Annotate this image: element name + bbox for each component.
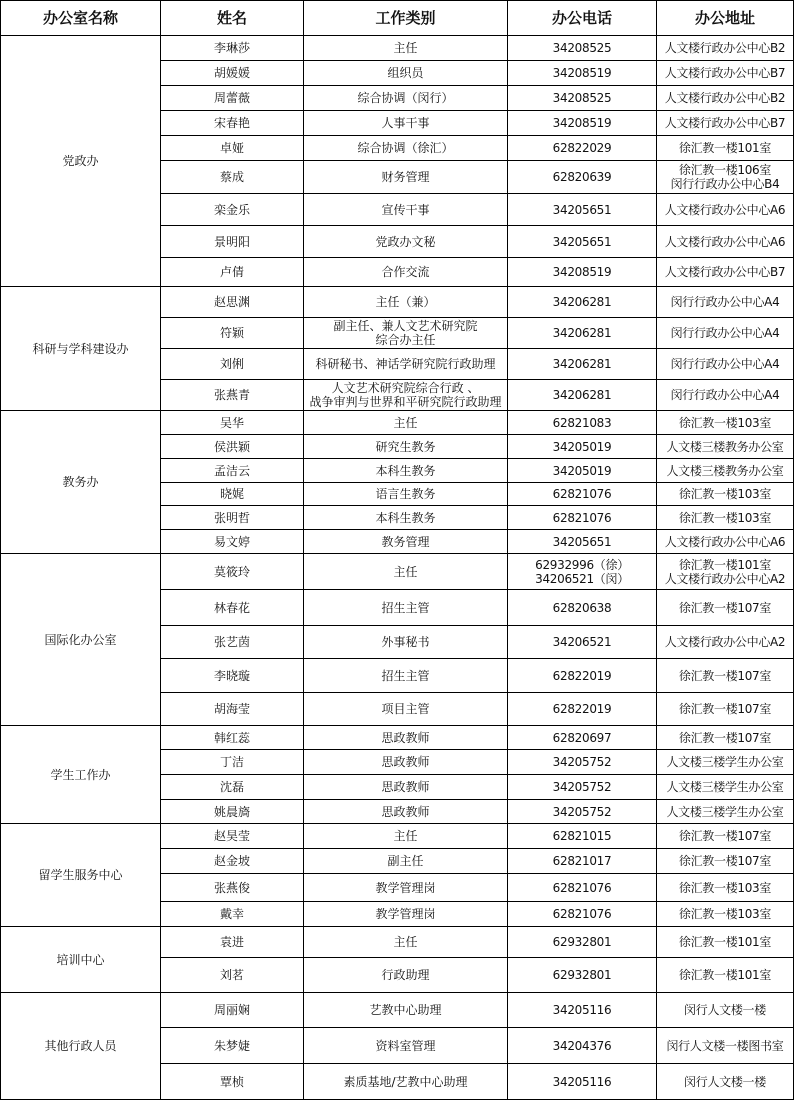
staff-name: 刘俐 <box>161 349 304 380</box>
office-phone: 62820697 <box>508 726 657 750</box>
job-category: 副主任 <box>304 849 508 874</box>
staff-name: 胡媛媛 <box>161 61 304 86</box>
department-name: 培训中心 <box>1 927 161 993</box>
job-category: 研究生教务 <box>304 435 508 459</box>
header-office-phone: 办公电话 <box>508 1 657 36</box>
staff-name: 胡海莹 <box>161 693 304 726</box>
staff-name: 景明阳 <box>161 226 304 258</box>
office-phone: 34206521 <box>508 626 657 659</box>
staff-name: 韩红蕊 <box>161 726 304 750</box>
office-address: 人文楼行政办公中心B7 <box>657 111 794 136</box>
office-phone: 34205651 <box>508 530 657 554</box>
office-address: 徐汇教一楼103室 <box>657 411 794 435</box>
job-category: 主任 <box>304 36 508 61</box>
staff-name: 林春花 <box>161 590 304 626</box>
table-row <box>1 36 794 61</box>
department-name: 留学生服务中心 <box>1 824 161 927</box>
department-name: 其他行政人员 <box>1 993 161 1100</box>
office-phone: 34205019 <box>508 459 657 483</box>
office-address: 人文楼三楼教务办公室 <box>657 435 794 459</box>
job-category: 资料室管理 <box>304 1028 508 1064</box>
staff-name: 周蕾薇 <box>161 86 304 111</box>
table-row <box>1 726 794 750</box>
job-category: 科研秘书、神话学研究院行政助理 <box>304 349 508 380</box>
staff-name: 张燕俊 <box>161 874 304 902</box>
job-category: 艺教中心助理 <box>304 993 508 1028</box>
office-address: 徐汇教一楼103室 <box>657 902 794 927</box>
job-category: 财务管理 <box>304 161 508 194</box>
table-row <box>1 554 794 590</box>
department-name: 国际化办公室 <box>1 554 161 726</box>
office-address: 闵行行政办公中心A4 <box>657 287 794 318</box>
staff-name: 张明哲 <box>161 506 304 530</box>
job-category: 招生主管 <box>304 590 508 626</box>
job-category: 党政办文秘 <box>304 226 508 258</box>
office-address: 徐汇教一楼103室 <box>657 483 794 506</box>
staff-name: 侯洪颖 <box>161 435 304 459</box>
job-category: 思政教师 <box>304 750 508 775</box>
office-address: 闵行人文楼一楼 <box>657 993 794 1028</box>
job-category: 教学管理岗 <box>304 874 508 902</box>
office-phone: 34206281 <box>508 318 657 349</box>
office-phone: 34205651 <box>508 226 657 258</box>
office-phone: 34208525 <box>508 36 657 61</box>
office-phone: 34205116 <box>508 1064 657 1100</box>
staff-name: 姚晨旖 <box>161 800 304 824</box>
office-phone: 34206281 <box>508 380 657 411</box>
office-address: 徐汇教一楼107室 <box>657 726 794 750</box>
staff-name: 卢倩 <box>161 258 304 287</box>
staff-name: 蔡成 <box>161 161 304 194</box>
office-address: 人文楼行政办公中心A6 <box>657 226 794 258</box>
office-phone: 34205019 <box>508 435 657 459</box>
office-address: 徐汇教一楼103室 <box>657 874 794 902</box>
job-category: 合作交流 <box>304 258 508 287</box>
job-category: 主任 <box>304 824 508 849</box>
office-phone: 62932801 <box>508 927 657 958</box>
job-category: 主任 <box>304 927 508 958</box>
job-category: 招生主管 <box>304 659 508 693</box>
job-category: 主任（兼） <box>304 287 508 318</box>
staff-name: 符颖 <box>161 318 304 349</box>
office-address: 人文楼三楼学生办公室 <box>657 750 794 775</box>
office-address: 人文楼三楼学生办公室 <box>657 775 794 800</box>
table-body <box>1 36 794 1100</box>
office-address: 闵行人文楼一楼图书室 <box>657 1028 794 1064</box>
office-address: 徐汇教一楼107室 <box>657 693 794 726</box>
office-phone: 34208519 <box>508 111 657 136</box>
staff-name: 李琳莎 <box>161 36 304 61</box>
job-category: 思政教师 <box>304 800 508 824</box>
table-row <box>1 824 794 849</box>
office-address: 人文楼行政办公中心A6 <box>657 530 794 554</box>
office-phone: 34204376 <box>508 1028 657 1064</box>
job-category: 思政教师 <box>304 775 508 800</box>
office-phone: 62822019 <box>508 693 657 726</box>
office-phone: 34205752 <box>508 775 657 800</box>
department-name: 教务办 <box>1 411 161 554</box>
office-address: 徐汇教一楼103室 <box>657 506 794 530</box>
staff-name: 袁进 <box>161 927 304 958</box>
staff-name: 莫筱玲 <box>161 554 304 590</box>
office-phone: 62822029 <box>508 136 657 161</box>
office-address: 人文楼行政办公中心A2 <box>657 626 794 659</box>
table-row <box>1 287 794 318</box>
staff-name: 张燕青 <box>161 380 304 411</box>
staff-name: 栾金乐 <box>161 194 304 226</box>
staff-name: 晓娓 <box>161 483 304 506</box>
staff-name: 朱梦婕 <box>161 1028 304 1064</box>
office-phone: 34205116 <box>508 993 657 1028</box>
job-category: 本科生教务 <box>304 506 508 530</box>
staff-name: 覃桢 <box>161 1064 304 1100</box>
office-phone: 62821076 <box>508 506 657 530</box>
department-name: 学生工作办 <box>1 726 161 824</box>
office-address: 人文楼行政办公中心B7 <box>657 61 794 86</box>
job-category: 宣传干事 <box>304 194 508 226</box>
job-category: 思政教师 <box>304 726 508 750</box>
office-address: 徐汇教一楼101室 人文楼行政办公中心A2 <box>657 554 794 590</box>
staff-name: 易文婷 <box>161 530 304 554</box>
staff-name: 卓娅 <box>161 136 304 161</box>
staff-name: 赵金坡 <box>161 849 304 874</box>
job-category: 主任 <box>304 554 508 590</box>
office-phone: 62821017 <box>508 849 657 874</box>
staff-name: 赵昊莹 <box>161 824 304 849</box>
office-address: 闵行人文楼一楼 <box>657 1064 794 1100</box>
office-address: 徐汇教一楼107室 <box>657 590 794 626</box>
office-address: 徐汇教一楼106室 闵行行政办公中心B4 <box>657 161 794 194</box>
office-address: 人文楼行政办公中心B7 <box>657 258 794 287</box>
staff-name: 吴华 <box>161 411 304 435</box>
office-address: 人文楼三楼教务办公室 <box>657 459 794 483</box>
job-category: 组织员 <box>304 61 508 86</box>
header-office-name: 办公室名称 <box>1 1 161 36</box>
office-address: 闵行行政办公中心A4 <box>657 318 794 349</box>
office-address: 徐汇教一楼101室 <box>657 927 794 958</box>
office-address: 闵行行政办公中心A4 <box>657 380 794 411</box>
table-row <box>1 993 794 1028</box>
office-phone: 34205651 <box>508 194 657 226</box>
job-category: 教学管理岗 <box>304 902 508 927</box>
staff-name: 戴幸 <box>161 902 304 927</box>
staff-name: 张艺茵 <box>161 626 304 659</box>
job-category: 综合协调（徐汇） <box>304 136 508 161</box>
office-phone: 62821076 <box>508 483 657 506</box>
staff-name: 赵思渊 <box>161 287 304 318</box>
table-row <box>1 411 794 435</box>
staff-name: 沈磊 <box>161 775 304 800</box>
header-row <box>1 1 794 36</box>
header-staff-name: 姓名 <box>161 1 304 36</box>
job-category: 本科生教务 <box>304 459 508 483</box>
office-address: 人文楼三楼学生办公室 <box>657 800 794 824</box>
office-phone: 34205752 <box>508 800 657 824</box>
office-address: 人文楼行政办公中心B2 <box>657 86 794 111</box>
job-category: 主任 <box>304 411 508 435</box>
staff-name: 周丽娴 <box>161 993 304 1028</box>
office-phone: 62932996（徐） 34206521（闵） <box>508 554 657 590</box>
office-phone: 62932801 <box>508 958 657 993</box>
office-phone: 62822019 <box>508 659 657 693</box>
office-address: 闵行行政办公中心A4 <box>657 349 794 380</box>
office-address: 徐汇教一楼101室 <box>657 136 794 161</box>
office-address: 徐汇教一楼101室 <box>657 958 794 993</box>
staff-name: 丁洁 <box>161 750 304 775</box>
header-job-category: 工作类别 <box>304 1 508 36</box>
staff-name: 孟洁云 <box>161 459 304 483</box>
staff-name: 宋春艳 <box>161 111 304 136</box>
table-row <box>1 927 794 958</box>
office-address: 徐汇教一楼107室 <box>657 659 794 693</box>
job-category: 外事秘书 <box>304 626 508 659</box>
office-address: 徐汇教一楼107室 <box>657 849 794 874</box>
job-category: 综合协调（闵行） <box>304 86 508 111</box>
job-category: 教务管理 <box>304 530 508 554</box>
job-category: 素质基地/艺教中心助理 <box>304 1064 508 1100</box>
office-address: 人文楼行政办公中心B2 <box>657 36 794 61</box>
office-phone: 34208519 <box>508 61 657 86</box>
job-category: 副主任、兼人文艺术研究院 综合办主任 <box>304 318 508 349</box>
office-address: 人文楼行政办公中心A6 <box>657 194 794 226</box>
office-phone: 34205752 <box>508 750 657 775</box>
office-phone: 62821076 <box>508 874 657 902</box>
office-phone: 62820638 <box>508 590 657 626</box>
department-name: 科研与学科建设办 <box>1 287 161 411</box>
office-phone: 62820639 <box>508 161 657 194</box>
staff-name: 刘茗 <box>161 958 304 993</box>
department-name: 党政办 <box>1 36 161 287</box>
job-category: 项目主管 <box>304 693 508 726</box>
office-phone: 62821076 <box>508 902 657 927</box>
office-phone: 34206281 <box>508 287 657 318</box>
office-phone: 62821083 <box>508 411 657 435</box>
job-category: 人事干事 <box>304 111 508 136</box>
office-phone: 34208525 <box>508 86 657 111</box>
office-address: 徐汇教一楼107室 <box>657 824 794 849</box>
office-phone: 62821015 <box>508 824 657 849</box>
job-category: 行政助理 <box>304 958 508 993</box>
job-category: 语言生教务 <box>304 483 508 506</box>
office-phone: 34206281 <box>508 349 657 380</box>
job-category: 人文艺术研究院综合行政 、 战争审判与世界和平研究院行政助理 <box>304 380 508 411</box>
office-phone: 34208519 <box>508 258 657 287</box>
staff-name: 李晓璇 <box>161 659 304 693</box>
header-office-address: 办公地址 <box>657 1 794 36</box>
